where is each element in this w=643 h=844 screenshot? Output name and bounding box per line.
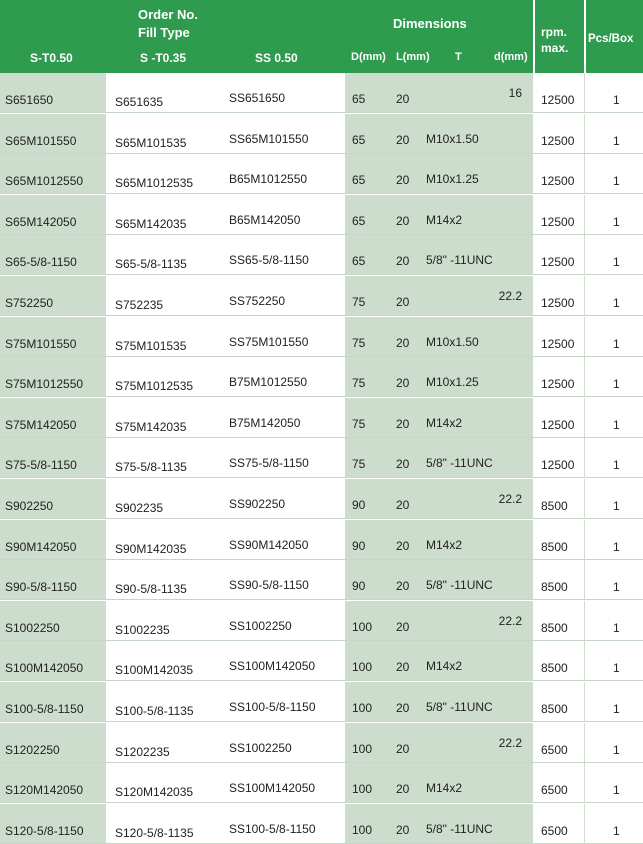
cell-order-ss050: SS100M142050 bbox=[229, 781, 316, 796]
cell-pcs-box: 1 bbox=[613, 661, 620, 676]
table-row bbox=[0, 601, 643, 641]
cell-order-s-t035: S75M101535 bbox=[115, 338, 187, 353]
cell-thread: M10x1.50 bbox=[426, 334, 479, 349]
cell-pcs-box: 1 bbox=[613, 214, 620, 229]
cell-thread: 5/8" -11UNC bbox=[426, 821, 493, 836]
cell-rpm-max: 8500 bbox=[541, 620, 568, 635]
cell-pcs-box: 1 bbox=[613, 296, 620, 310]
cell-order-s-t050: S120-5/8-1150 bbox=[5, 823, 84, 838]
cell-l-mm: 20 bbox=[396, 295, 410, 309]
cell-pcs-box: 1 bbox=[613, 783, 620, 798]
cell-order-s-t050: S65M101550 bbox=[5, 133, 77, 148]
column-divider bbox=[584, 479, 585, 519]
table-row bbox=[0, 195, 643, 235]
cell-order-s-t050: S75M101550 bbox=[5, 336, 77, 351]
table-row bbox=[0, 479, 643, 519]
col-header-rpm: rpm. bbox=[541, 25, 568, 39]
cell-l-mm: 20 bbox=[396, 213, 410, 228]
cell-order-s-t035: S120-5/8-1135 bbox=[115, 825, 194, 840]
cell-d-mm: 75 bbox=[352, 335, 366, 350]
col-header-max: max. bbox=[541, 41, 569, 55]
table-row bbox=[0, 154, 643, 194]
cell-d-mm: 100 bbox=[352, 619, 373, 634]
cell-order-s-t035: S65M101535 bbox=[115, 135, 187, 150]
cell-rpm-max: 12500 bbox=[541, 336, 575, 351]
table-row bbox=[0, 641, 643, 681]
column-divider bbox=[584, 114, 585, 154]
column-divider bbox=[584, 804, 585, 844]
cell-order-s-t035: S1202235 bbox=[115, 744, 170, 759]
table-row bbox=[0, 520, 643, 560]
cell-thread: 5/8" -11UNC bbox=[426, 700, 493, 714]
cell-pcs-box: 1 bbox=[613, 93, 620, 107]
column-divider bbox=[584, 438, 585, 478]
cell-order-s-t035: S752235 bbox=[115, 298, 164, 312]
col-header-d-mm: D(mm) bbox=[351, 51, 386, 63]
cell-l-mm: 20 bbox=[396, 741, 410, 756]
cell-thread: M10x1.25 bbox=[426, 172, 479, 187]
cell-order-s-t050: S902250 bbox=[5, 499, 54, 513]
dimensions-heading: Dimensions bbox=[393, 16, 467, 31]
cell-d-mm: 100 bbox=[352, 741, 373, 756]
header-divider bbox=[584, 0, 586, 73]
cell-small-d-mm: 22.2 bbox=[498, 613, 522, 628]
shade-cell bbox=[345, 73, 533, 113]
cell-rpm-max: 8500 bbox=[541, 702, 568, 716]
cell-l-mm: 20 bbox=[396, 579, 410, 594]
cell-l-mm: 20 bbox=[396, 538, 410, 553]
cell-d-mm: 100 bbox=[352, 701, 373, 715]
col-header-s-t035: S -T0.35 bbox=[140, 51, 187, 65]
cell-thread: M14x2 bbox=[426, 537, 463, 552]
cell-pcs-box: 1 bbox=[613, 377, 620, 392]
cell-rpm-max: 6500 bbox=[541, 742, 568, 757]
cell-thread: 5/8" -11UNC bbox=[426, 253, 493, 268]
cell-order-ss050: SS1002250 bbox=[229, 740, 292, 755]
column-divider bbox=[584, 641, 585, 681]
cell-order-s-t035: S65M1012535 bbox=[115, 176, 194, 191]
cell-l-mm: 20 bbox=[396, 416, 410, 431]
cell-l-mm: 20 bbox=[396, 173, 410, 188]
cell-order-ss050: SS65-5/8-1150 bbox=[229, 253, 309, 268]
column-divider bbox=[584, 73, 585, 113]
cell-order-s-t050: S75M1012550 bbox=[5, 377, 84, 392]
column-divider bbox=[584, 235, 585, 275]
cell-order-ss050: SS752250 bbox=[229, 294, 286, 308]
cell-pcs-box: 1 bbox=[613, 580, 620, 595]
cell-pcs-box: 1 bbox=[613, 620, 620, 635]
cell-order-ss050: SS902250 bbox=[229, 497, 286, 511]
column-divider bbox=[584, 276, 585, 316]
cell-d-mm: 65 bbox=[352, 254, 366, 269]
cell-l-mm: 20 bbox=[396, 457, 410, 472]
table-row bbox=[0, 114, 643, 154]
cell-thread: M14x2 bbox=[426, 212, 463, 227]
col-header-ss050: SS 0.50 bbox=[255, 51, 298, 65]
table-row bbox=[0, 357, 643, 397]
cell-order-s-t035: S100-5/8-1135 bbox=[115, 704, 194, 718]
cell-d-mm: 65 bbox=[352, 213, 366, 228]
cell-order-s-t050: S1002250 bbox=[5, 620, 60, 635]
cell-small-d-mm: 22.2 bbox=[498, 289, 522, 303]
cell-order-s-t050: S65M142050 bbox=[5, 214, 77, 229]
cell-thread: M10x1.50 bbox=[426, 131, 479, 146]
cell-d-mm: 65 bbox=[352, 92, 366, 106]
cell-pcs-box: 1 bbox=[613, 255, 620, 270]
cell-rpm-max: 6500 bbox=[541, 783, 568, 798]
cell-order-s-t050: S100M142050 bbox=[5, 661, 84, 676]
table-row bbox=[0, 804, 643, 844]
column-divider bbox=[584, 560, 585, 600]
cell-rpm-max: 8500 bbox=[541, 539, 568, 554]
cell-d-mm: 100 bbox=[352, 822, 373, 837]
cell-order-ss050: B65M142050 bbox=[229, 212, 301, 227]
cell-order-s-t035: S65M142035 bbox=[115, 216, 187, 231]
cell-order-ss050: SS90M142050 bbox=[229, 537, 309, 552]
cell-d-mm: 65 bbox=[352, 173, 366, 188]
cell-order-ss050: SS75M101550 bbox=[229, 334, 309, 349]
cell-pcs-box: 1 bbox=[613, 742, 620, 757]
col-header-s-t050: S-T0.50 bbox=[30, 51, 73, 65]
column-divider bbox=[584, 601, 585, 641]
table-row bbox=[0, 235, 643, 275]
column-divider bbox=[584, 723, 585, 763]
cell-l-mm: 20 bbox=[396, 619, 410, 634]
cell-thread: M10x1.25 bbox=[426, 375, 479, 390]
cell-order-ss050: B75M142050 bbox=[229, 415, 301, 430]
cell-l-mm: 20 bbox=[396, 376, 410, 391]
cell-order-s-t035: S90M142035 bbox=[115, 541, 187, 556]
cell-pcs-box: 1 bbox=[613, 539, 620, 554]
cell-order-s-t035: S75M1012535 bbox=[115, 379, 194, 394]
order-no-heading: Order No. bbox=[138, 7, 198, 22]
column-divider bbox=[584, 763, 585, 803]
table-row bbox=[0, 682, 643, 722]
cell-order-s-t035: S75-5/8-1135 bbox=[115, 460, 187, 475]
table-row bbox=[0, 317, 643, 357]
cell-d-mm: 90 bbox=[352, 538, 366, 553]
cell-order-s-t035: S65-5/8-1135 bbox=[115, 257, 187, 272]
cell-order-s-t050: S75M142050 bbox=[5, 417, 77, 432]
cell-order-s-t050: S65-5/8-1150 bbox=[5, 255, 77, 270]
cell-l-mm: 20 bbox=[396, 132, 410, 147]
cell-l-mm: 20 bbox=[396, 782, 410, 797]
column-divider bbox=[584, 357, 585, 397]
cell-order-ss050: SS651650 bbox=[229, 91, 286, 105]
cell-order-ss050: SS100-5/8-1150 bbox=[229, 700, 316, 714]
cell-order-ss050: SS90-5/8-1150 bbox=[229, 578, 309, 593]
column-divider bbox=[584, 317, 585, 357]
cell-rpm-max: 12500 bbox=[541, 417, 575, 432]
cell-rpm-max: 12500 bbox=[541, 214, 575, 229]
table-row bbox=[0, 398, 643, 438]
cell-d-mm: 90 bbox=[352, 498, 366, 512]
cell-order-s-t050: S90M142050 bbox=[5, 539, 77, 554]
column-divider bbox=[584, 520, 585, 560]
cell-l-mm: 20 bbox=[396, 498, 410, 512]
table-row bbox=[0, 560, 643, 600]
table-row bbox=[0, 73, 643, 113]
cell-order-s-t050: S90-5/8-1150 bbox=[5, 580, 77, 595]
column-divider bbox=[584, 195, 585, 235]
cell-l-mm: 20 bbox=[396, 701, 410, 715]
cell-order-s-t035: S100M142035 bbox=[115, 663, 194, 678]
table-row bbox=[0, 723, 643, 763]
cell-small-d-mm: 22.2 bbox=[498, 735, 522, 750]
cell-pcs-box: 1 bbox=[613, 702, 620, 716]
cell-order-s-t035: S75M142035 bbox=[115, 419, 187, 434]
cell-rpm-max: 12500 bbox=[541, 255, 575, 270]
table-row bbox=[0, 438, 643, 478]
cell-l-mm: 20 bbox=[396, 335, 410, 350]
cell-order-s-t035: S120M142035 bbox=[115, 785, 194, 800]
cell-rpm-max: 12500 bbox=[541, 93, 575, 107]
column-divider bbox=[584, 682, 585, 722]
cell-order-s-t035: S90-5/8-1135 bbox=[115, 582, 187, 597]
cell-order-ss050: SS65M101550 bbox=[229, 131, 309, 146]
cell-thread: 5/8" -11UNC bbox=[426, 578, 493, 593]
cell-order-s-t035: S651635 bbox=[115, 95, 164, 109]
cell-order-s-t035: S1002235 bbox=[115, 622, 170, 637]
cell-order-s-t050: S752250 bbox=[5, 296, 54, 310]
cell-order-s-t050: S1202250 bbox=[5, 742, 60, 757]
cell-order-s-t050: S100-5/8-1150 bbox=[5, 702, 84, 716]
cell-d-mm: 75 bbox=[352, 457, 366, 472]
cell-pcs-box: 1 bbox=[613, 499, 620, 513]
cell-d-mm: 75 bbox=[352, 376, 366, 391]
cell-rpm-max: 8500 bbox=[541, 499, 568, 513]
table-header bbox=[0, 0, 643, 73]
cell-thread: M14x2 bbox=[426, 415, 463, 430]
cell-order-s-t050: S120M142050 bbox=[5, 783, 84, 798]
cell-d-mm: 75 bbox=[352, 416, 366, 431]
cell-l-mm: 20 bbox=[396, 254, 410, 269]
cell-thread: M14x2 bbox=[426, 781, 463, 796]
col-header-small-d-mm: d(mm) bbox=[494, 51, 528, 63]
cell-rpm-max: 8500 bbox=[541, 580, 568, 595]
cell-rpm-max: 12500 bbox=[541, 296, 575, 310]
col-header-l-mm: L(mm) bbox=[396, 51, 430, 63]
table-row bbox=[0, 276, 643, 316]
column-divider bbox=[584, 398, 585, 438]
fill-type-heading: Fill Type bbox=[138, 25, 190, 40]
table-row bbox=[0, 763, 643, 803]
cell-rpm-max: 6500 bbox=[541, 823, 568, 838]
cell-thread: M14x2 bbox=[426, 659, 463, 674]
cell-order-ss050: SS100-5/8-1150 bbox=[229, 821, 316, 836]
cell-order-ss050: B65M1012550 bbox=[229, 172, 308, 187]
cell-rpm-max: 12500 bbox=[541, 133, 575, 148]
cell-order-ss050: SS1002250 bbox=[229, 618, 292, 633]
cell-d-mm: 100 bbox=[352, 782, 373, 797]
cell-rpm-max: 8500 bbox=[541, 661, 568, 676]
cell-pcs-box: 1 bbox=[613, 823, 620, 838]
cell-pcs-box: 1 bbox=[613, 458, 620, 473]
cell-l-mm: 20 bbox=[396, 92, 410, 106]
cell-d-mm: 100 bbox=[352, 660, 373, 675]
cell-order-ss050: SS100M142050 bbox=[229, 659, 316, 674]
cell-order-s-t050: S65M1012550 bbox=[5, 174, 84, 189]
column-divider bbox=[584, 154, 585, 194]
cell-d-mm: 90 bbox=[352, 579, 366, 594]
cell-d-mm: 75 bbox=[352, 295, 366, 309]
cell-pcs-box: 1 bbox=[613, 336, 620, 351]
header-divider bbox=[533, 0, 535, 73]
cell-pcs-box: 1 bbox=[613, 133, 620, 148]
cell-order-s-t035: S902235 bbox=[115, 501, 164, 515]
cell-rpm-max: 12500 bbox=[541, 174, 575, 189]
cell-order-ss050: SS75-5/8-1150 bbox=[229, 456, 309, 471]
col-header-pcs-box: Pcs/Box bbox=[588, 33, 634, 45]
cell-order-s-t050: S75-5/8-1150 bbox=[5, 458, 77, 473]
cell-l-mm: 20 bbox=[396, 822, 410, 837]
cell-d-mm: 65 bbox=[352, 132, 366, 147]
cell-rpm-max: 12500 bbox=[541, 377, 575, 392]
cell-rpm-max: 12500 bbox=[541, 458, 575, 473]
cell-order-ss050: B75M1012550 bbox=[229, 375, 308, 390]
cell-small-d-mm: 22.2 bbox=[498, 492, 522, 506]
cell-pcs-box: 1 bbox=[613, 174, 620, 189]
cell-thread: 5/8" -11UNC bbox=[426, 456, 493, 471]
cell-l-mm: 20 bbox=[396, 660, 410, 675]
cell-order-s-t050: S651650 bbox=[5, 93, 54, 107]
cell-pcs-box: 1 bbox=[613, 417, 620, 432]
cell-small-d-mm: 16 bbox=[508, 86, 522, 100]
col-header-t: T bbox=[455, 51, 462, 63]
